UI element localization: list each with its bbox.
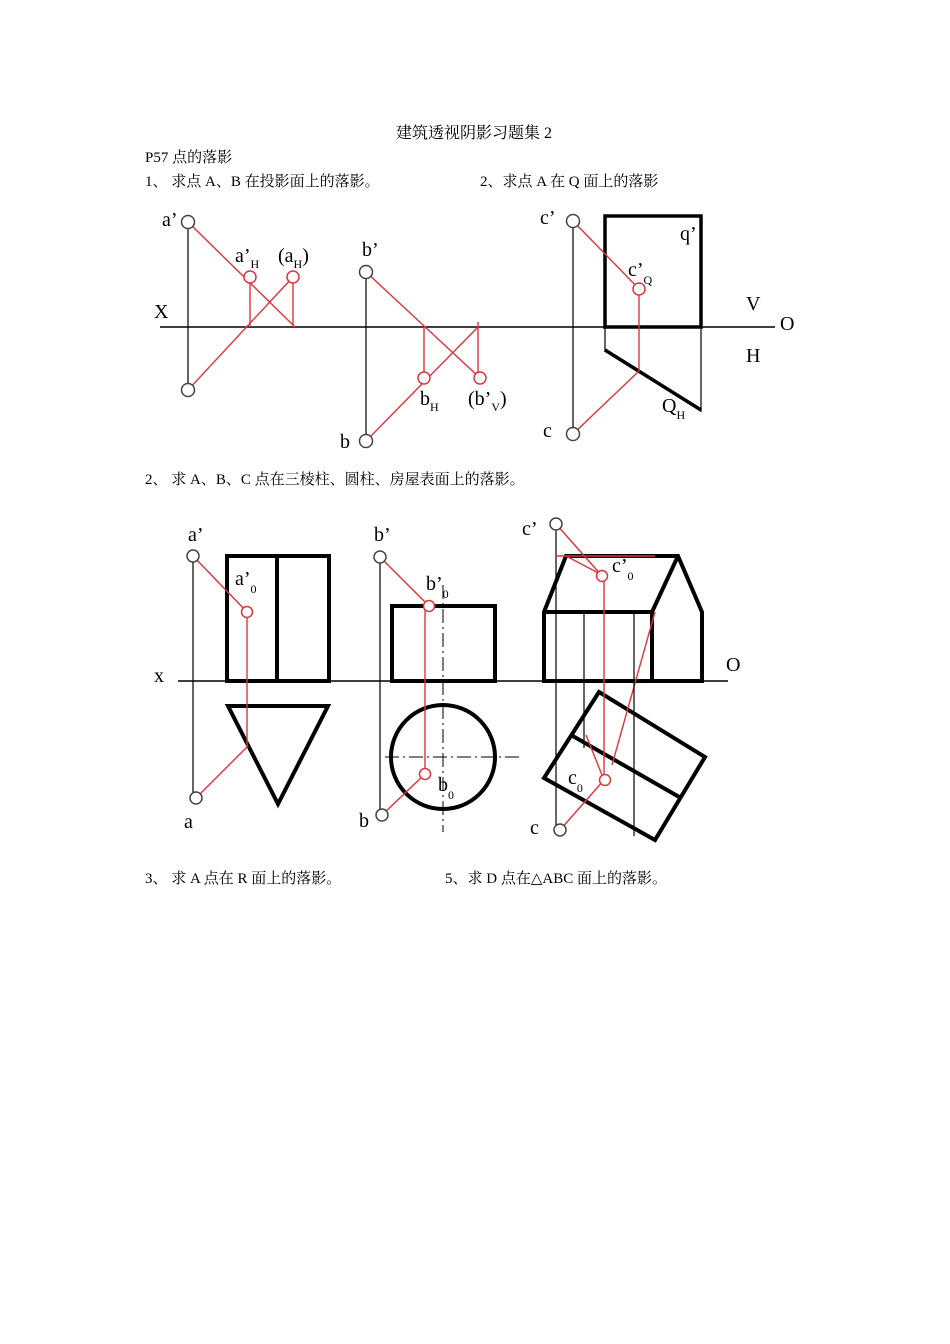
question-1: 1、 求点 A、B 在投影面上的落影。 [145,174,380,190]
point-c-2 [554,824,566,836]
label-a-prime: a’ [162,209,178,231]
prism-top-view [228,706,328,804]
label-b0p-main: b’ [426,573,443,595]
label-b0p-sub: 0 [442,587,449,601]
label-c0-main: c [568,767,577,789]
label-b0 [438,774,454,802]
label-bH-main: b [420,388,430,410]
label-c0-sub: 0 [576,781,583,795]
label-b-prime: b’ [362,239,379,261]
label-a0-sub: 0 [250,582,257,596]
label-bV-close: ) [500,388,507,410]
b-light-ray-2h [382,774,425,815]
label-c: c [543,420,552,442]
b-light-ray-2v [380,557,429,606]
label-b0-main: b [438,774,448,796]
label-aH-close: ) [302,245,309,267]
a-light-ray-2h [196,746,248,798]
label-H: H [746,345,761,367]
section-title: P57 点的落影 [145,150,233,166]
page-title: 建筑透视阴影习题集 2 [396,125,553,142]
point-b-2 [376,809,388,821]
label-x-2: x [154,665,164,687]
label-X: X [154,301,169,323]
label-cQ-main: c’ [628,259,644,281]
label-aH-main: (a [278,245,294,267]
label-bV-sub: V [491,400,500,414]
label-bH-sub: H [430,400,439,414]
point-b-prime-2 [374,551,386,563]
label-a0-prime [235,568,257,596]
label-b0-sub: 0 [448,788,454,802]
label-c-prime-2: c’ [522,518,538,540]
label-V: V [746,293,761,315]
question-5: 5、求 D 点在△ABC 面上的落影。 [445,871,667,887]
point-a-prime-2 [187,550,199,562]
question-2a: 2、求点 A 在 Q 面上的落影 [480,174,659,190]
c0-aux-ray-2 [586,735,604,780]
label-q-prime: q’ [680,223,697,245]
label-c-2: c [530,817,539,839]
house-gable-edge [652,556,678,612]
label-O: O [780,313,795,335]
label-a0-main: a’ [235,568,251,590]
label-aH-sub: H [293,257,303,271]
label-c-prime: c’ [540,207,556,229]
label-a-2: a [184,811,193,833]
label-cQ-sub: Q [643,273,653,287]
label-c0p-main: c’ [612,555,628,577]
label-aH-prime-sub: H [250,257,260,271]
label-a-prime-2: a’ [188,524,204,546]
point-c-prime-2 [550,518,562,530]
label-c0p-sub: 0 [627,569,634,583]
label-b-prime-2: b’ [374,524,391,546]
point-a-2 [190,792,202,804]
point-b0 [420,769,431,780]
point-c0 [600,775,611,786]
label-QH-main: Q [662,395,677,417]
house-ridge-top-view [571,735,681,798]
label-bV-main: (b’ [468,388,492,410]
point-c0-prime [597,571,608,582]
label-b-2: b [359,810,369,832]
point-b0-prime [424,601,435,612]
question-3: 3、 求 A 点在 R 面上的落影。 [145,871,342,887]
label-aH-prime-main: a’ [235,245,251,267]
label-QH-sub: H [676,408,686,422]
label-b: b [340,431,350,453]
label-c0-prime [612,555,634,583]
point-a0-prime [242,607,253,618]
label-b0-prime [426,573,449,601]
question-2: 2、 求 A、B、C 点在三棱柱、圆柱、房屋表面上的落影。 [145,472,525,488]
label-O-2: O [726,654,741,676]
